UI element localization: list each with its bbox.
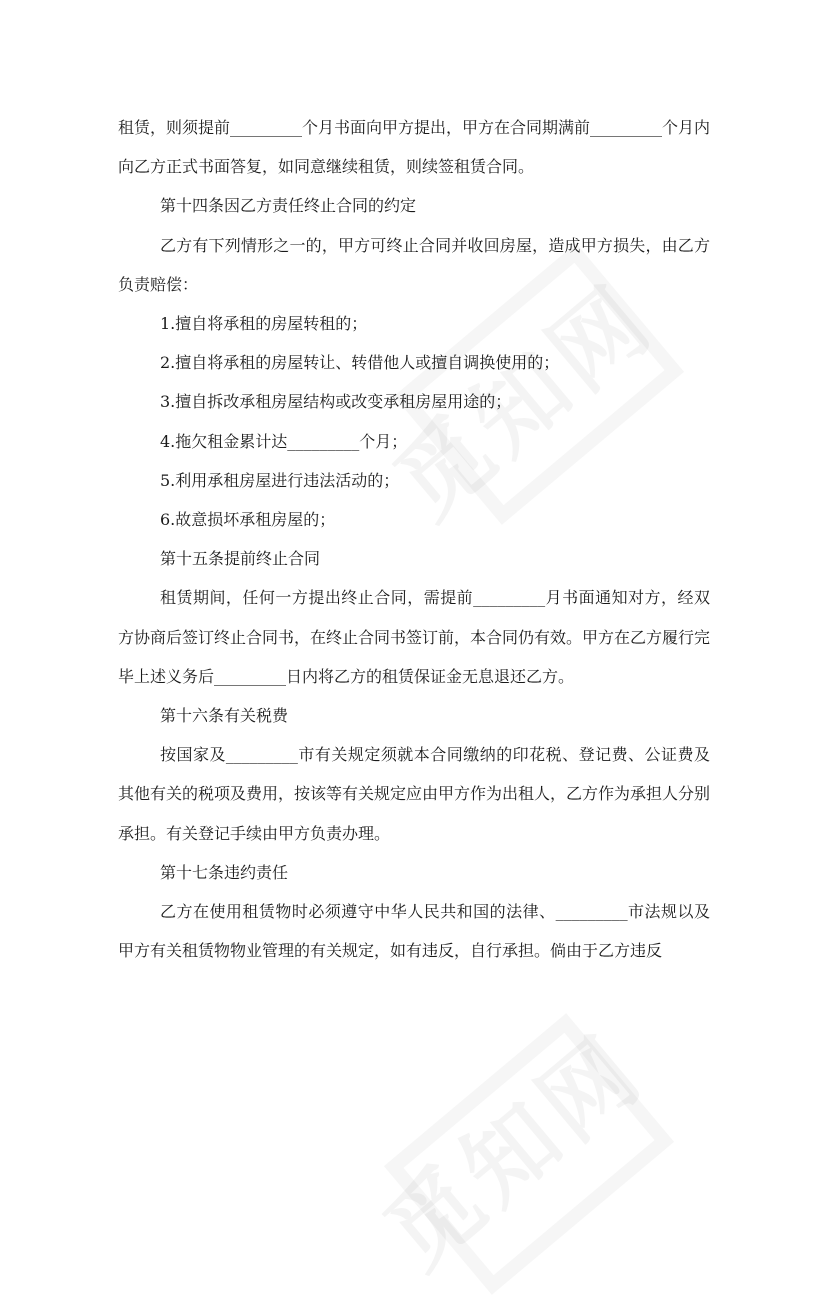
list-item: 2.擅自将承租的房屋转让、转借他人或擅自调换使用的； [160, 353, 560, 373]
list-item: 5.利用承租房屋进行违法活动的； [160, 470, 400, 490]
section-heading-14: 第十四条因乙方责任终止合同的约定 [160, 196, 417, 216]
section-heading-16: 第十六条有关税费 [160, 706, 289, 726]
list-item: 3.擅自拆改承租房屋结构或改变承租房屋用途的； [160, 392, 512, 412]
paragraph: 租赁期间，任何一方提出终止合同，需提前_________月书面通知对方，经双方协商后签订终止合同书，在终止合同书签订前，本合同仍有效。甲方在乙方履行完毕上述义务后_________日内将乙方的租赁保证金无息退还乙方。 [118, 588, 711, 686]
section-heading-15: 第十五条提前终止合同 [160, 549, 321, 569]
paragraph: 乙方有下列情形之一的，甲方可终止合同并收回房屋，造成甲方损失，由乙方负责赔偿： [118, 235, 710, 294]
watermark-logo [353, 999, 668, 1293]
watermark-frame [384, 1013, 674, 1295]
list-item: 4.拖欠租金累计达_________个月； [160, 431, 408, 451]
document-body [118, 108, 710, 970]
paragraph: 乙方在使用租赁物时必须遵守中华人民共和国的法律、_________市法规以及甲方有关租赁物物业管理的有关规定，如有违反，自行承担。倘由于乙方违反 [118, 902, 710, 961]
list-item: 6.故意损坏承租房屋的； [160, 510, 336, 530]
section-heading-17: 第十七条违约责任 [160, 862, 289, 882]
list-item: 1.擅自将承租的房屋转租的； [160, 314, 368, 334]
paragraph: 按国家及_________市有关规定须就本合同缴纳的印花税、登记费、公证费及其他有关的税项及费用，按该等有关规定应由甲方作为出租人，乙方作为承担人分别承担。有关登记手续由甲方负责办理。 [118, 745, 711, 843]
paragraph: 租赁，则须提前_________个月书面向甲方提出，甲方在合同期满前_________个月内向乙方正式书面答复，如同意继续租赁，则续签租赁合同。 [118, 118, 711, 177]
